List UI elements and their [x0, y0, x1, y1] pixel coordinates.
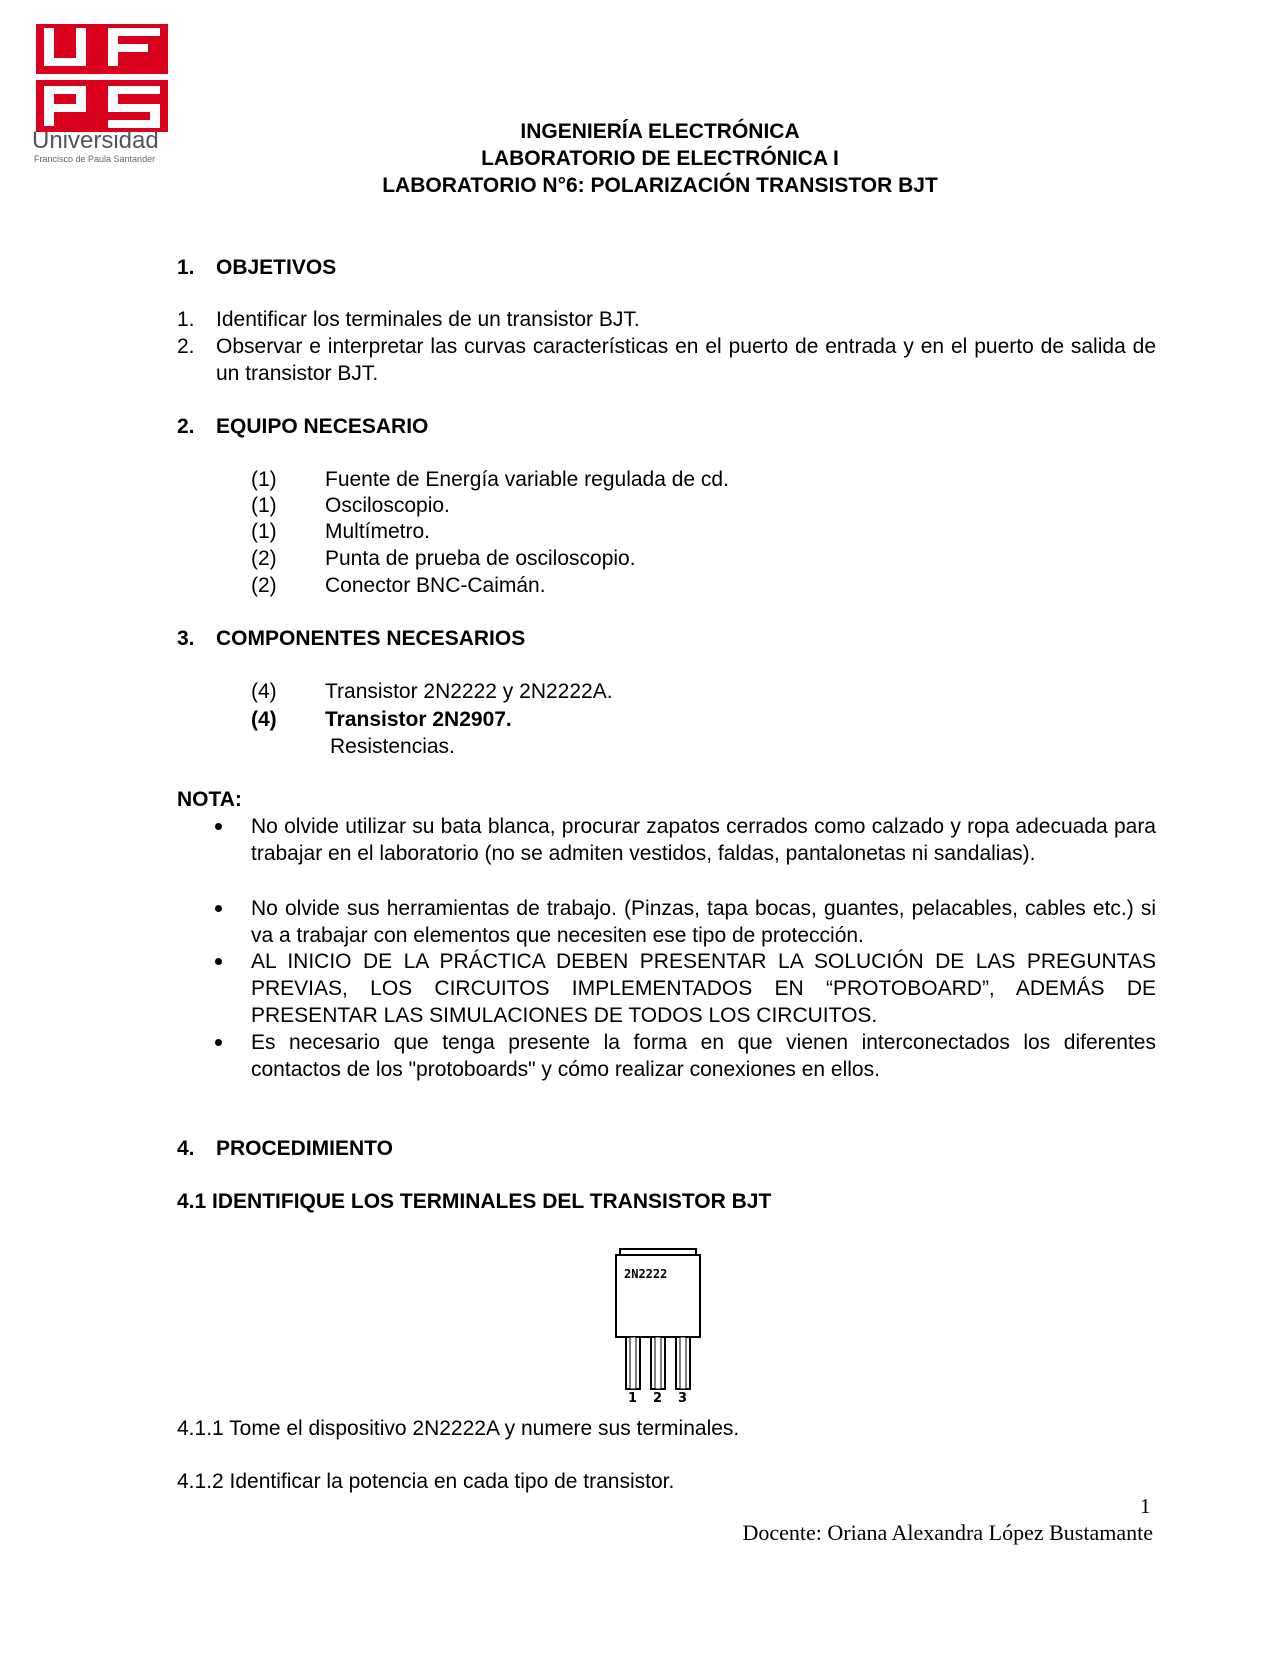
component-text: Transistor 2N2907.	[325, 708, 512, 731]
transistor-figure	[600, 1245, 720, 1415]
section-4-subtitle: 4.1 IDENTIFIQUE LOS TERMINALES DEL TRANSISTOR BJT	[177, 1190, 772, 1213]
pin-label-1: 1	[628, 1391, 638, 1406]
bullet-icon	[215, 823, 222, 830]
step-4-1-2: 4.1.2 Identificar la potencia en cada tipo de transistor.	[177, 1470, 675, 1493]
equipment-text: Punta de prueba de osciloscopio.	[325, 547, 636, 570]
equipment-text: Fuente de Energía variable regulada de cd.	[325, 468, 729, 491]
component-qty: (4)	[251, 680, 277, 703]
objective-1-number: 1.	[177, 308, 195, 331]
step-4-1-1: 4.1.1 Tome el dispositivo 2N2222A y numere sus terminales.	[177, 1417, 740, 1440]
equipment-qty: (1)	[251, 468, 277, 491]
note-item: No olvide sus herramientas de trabajo. (Pinzas, tapa bocas, guantes, pelacables, cables etc.) si va a trabajar con elementos que necesiten ese tipo de protección.	[251, 897, 1156, 947]
equipment-text: Osciloscopio.	[325, 494, 450, 517]
pin-label-2: 2	[653, 1391, 663, 1406]
section-4-title: PROCEDIMIENTO	[216, 1137, 393, 1160]
pin-label-3: 3	[678, 1391, 688, 1406]
header-line-2: LABORATORIO DE ELECTRÓNICA I	[481, 147, 839, 170]
objective-2-text: Observar e interpretar las curvas características en el puerto de entrada y en el puerto de salida de un transistor BJT.	[216, 335, 1156, 385]
equipment-text: Multímetro.	[325, 520, 431, 543]
footer-teacher: Docente: Oriana Alexandra López Bustamante	[742, 1520, 1153, 1545]
section-1-number: 1.	[177, 256, 195, 279]
note-item: No olvide utilizar su bata blanca, procurar zapatos cerrados como calzado y ropa adecuada para trabajar en el laboratorio (no se admiten vestidos, faldas, pantalonetas ni sandalias).	[251, 815, 1156, 865]
logo-word: Universidad	[32, 127, 159, 154]
bullet-icon	[215, 905, 222, 912]
note-title: NOTA:	[177, 788, 242, 811]
note-item: AL INICIO DE LA PRÁCTICA DEBEN PRESENTAR LA SOLUCIÓN DE LAS PREGUNTAS PREVIAS, LOS CIRCUITOS IMPLEMENTADOS EN “PROTOBOARD”, ADEMÁS DE PRESENTAR LAS SIMULACIONES DE TODOS LOS CIRCUITOS.	[251, 950, 1156, 1027]
section-1-title: OBJETIVOS	[216, 256, 337, 279]
objective-1-text: Identificar los terminales de un transistor BJT.	[216, 308, 640, 331]
page-number: 1	[1140, 1494, 1151, 1518]
equipment-qty: (2)	[251, 574, 277, 597]
section-3-title: COMPONENTES NECESARIOS	[216, 627, 526, 650]
logo-subtitle: Francisco de Paula Santander	[34, 154, 156, 164]
equipment-qty: (1)	[251, 494, 277, 517]
header-line-3: LABORATORIO N°6: POLARIZACIÓN TRANSISTOR BJT	[382, 174, 938, 197]
objective-2-number: 2.	[177, 335, 195, 358]
equipment-qty: (1)	[251, 520, 277, 543]
note-item: Es necesario que tenga presente la forma en que vienen interconectados los diferentes contactos de los "protoboards" y cómo realizar conexiones en ellos.	[251, 1031, 1156, 1081]
section-4-number: 4.	[177, 1137, 195, 1160]
bullet-icon	[215, 1039, 222, 1046]
component-text: Transistor 2N2222 y 2N2222A.	[325, 680, 613, 703]
transistor-label: 2N2222	[624, 1267, 668, 1281]
university-logo	[32, 24, 172, 164]
bullet-icon	[215, 958, 222, 965]
equipment-qty: (2)	[251, 547, 277, 570]
equipment-text: Conector BNC-Caimán.	[325, 574, 546, 597]
ufps-logo-mark	[32, 24, 172, 136]
component-extra: Resistencias.	[330, 735, 455, 758]
component-qty: (4)	[251, 708, 277, 731]
header-line-1: INGENIERÍA ELECTRÓNICA	[520, 120, 800, 143]
section-2-number: 2.	[177, 415, 195, 438]
section-2-title: EQUIPO NECESARIO	[216, 415, 429, 438]
section-3-number: 3.	[177, 627, 195, 650]
